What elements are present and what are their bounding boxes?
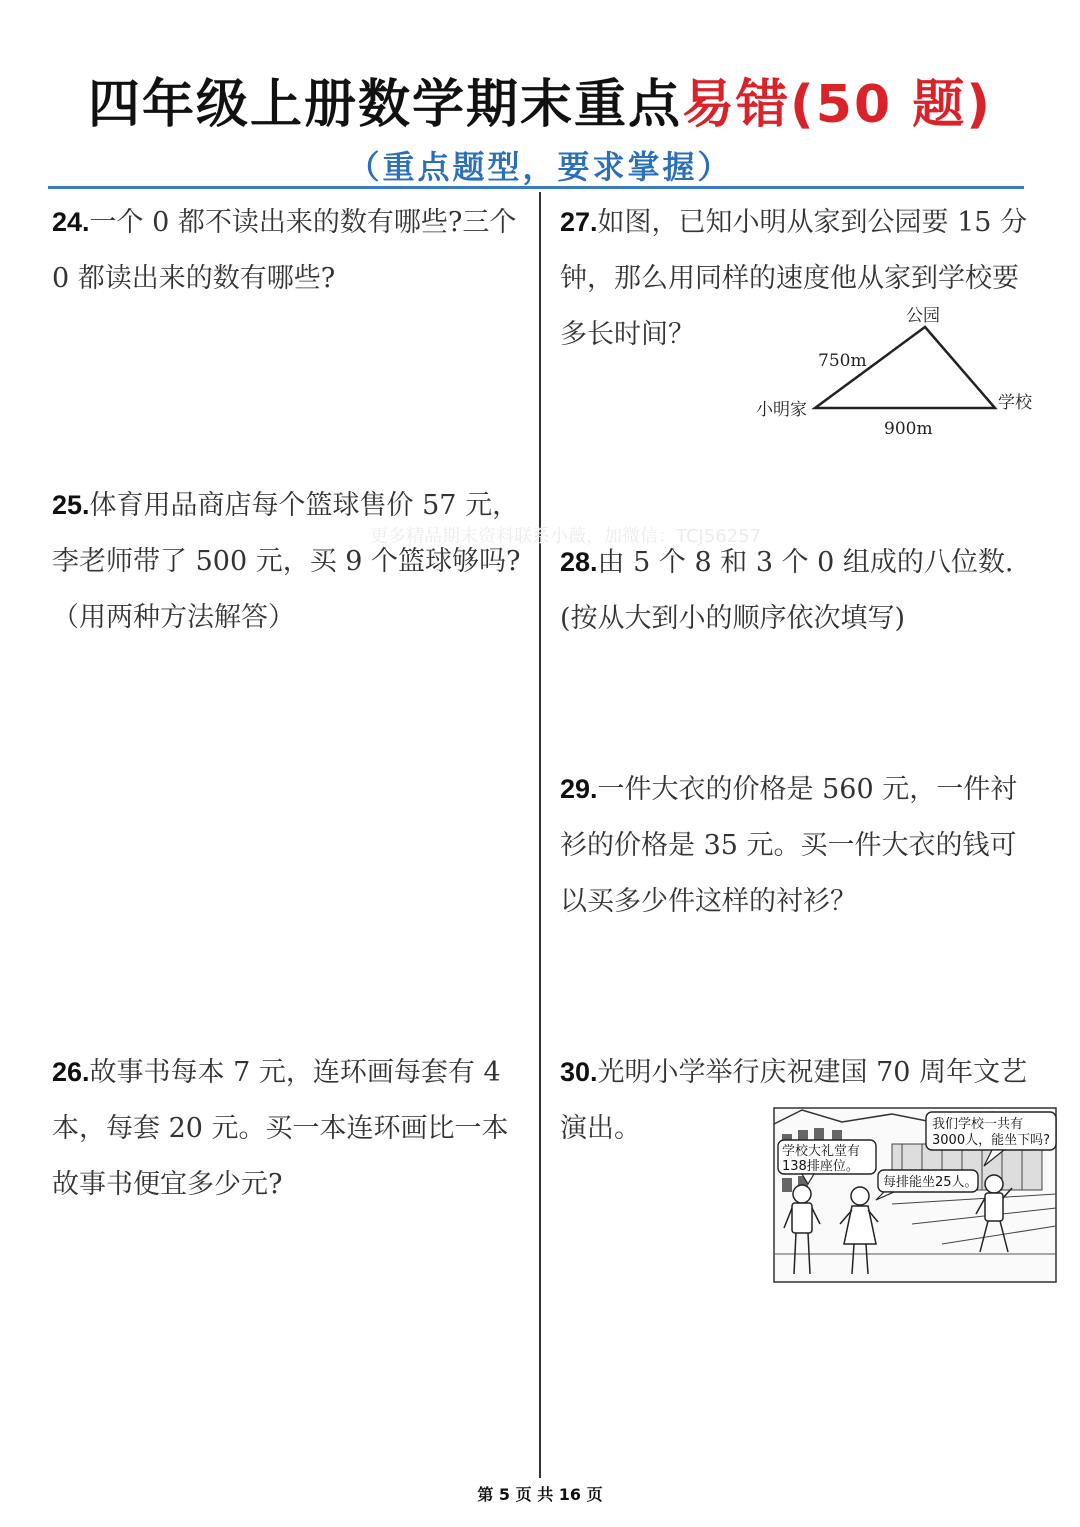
question-text: 一件大衣的价格是 560 元，一件衬衫的价格是 35 元。买一件大衣的钱可以买多少件这样的衬衫？ [560, 774, 1018, 917]
auditorium-illustration [772, 1104, 1062, 1286]
question-26 [52, 1044, 530, 1213]
home-to-park-distance: 750m [818, 351, 867, 371]
question-text: 体育用品商店每个篮球售价 57 元，李老师带了 500 元，买 9 个篮球够吗?（用两种方法解答） [52, 490, 521, 633]
bubble-seats-line2: 138排座位。 [782, 1159, 859, 1174]
question-number: 30. [560, 1057, 598, 1087]
question-text: 光明小学举行庆祝建国 70 周年文艺演出。 [560, 1057, 1028, 1144]
question-number: 25. [52, 490, 90, 520]
question-number: 27. [560, 207, 598, 237]
page-subtitle: （重点题型，要求掌握） [347, 148, 733, 186]
bubble-students-line1: 我们学校一共有 [932, 1117, 1024, 1132]
column-divider [539, 192, 541, 1478]
page-footer: 第 5 页 共 16 页 [477, 1485, 603, 1504]
question-25 [52, 477, 530, 646]
question-24 [52, 194, 530, 307]
question-number: 28. [560, 547, 598, 577]
bubble-students-line2: 3000人，能坐下吗? [932, 1133, 1050, 1148]
title-highlight: 易错(50 题) [682, 75, 992, 135]
question-number: 24. [52, 207, 90, 237]
question-text: 一个 0 都不读出来的数有哪些?三个 0 都读出来的数有哪些? [52, 207, 517, 294]
question-number: 29. [560, 774, 598, 804]
question-text: 故事书每本 7 元，连环画每套有 4 本，每套 20 元。买一本连环画比一本故事书便宜多少元? [52, 1057, 509, 1200]
question-28 [560, 534, 1030, 647]
school-label: 学校 [998, 393, 1032, 413]
question-text: 由 5 个 8 和 3 个 0 组成的八位数.(按从大到小的顺序依次填写) [560, 547, 1014, 634]
page-title [0, 62, 1080, 137]
bubble-per-row-text: 每排能坐25人。 [883, 1175, 978, 1190]
home-label: 小明家 [756, 400, 807, 420]
home-to-school-distance: 900m [884, 419, 933, 439]
watermark: 更多精品期末资料联系小薇，加微信：TCJ56257 [370, 526, 762, 547]
park-label: 公园 [906, 306, 940, 326]
question-text: 如图，已知小明从家到公园要 15 分钟，那么用同样的速度他从家到学校要多长时间？ [560, 207, 1028, 350]
header-rule [48, 186, 1024, 189]
triangle-figure [740, 300, 1050, 450]
question-number: 26. [52, 1057, 90, 1087]
bubble-seats-line1: 学校大礼堂有 [782, 1144, 861, 1159]
title-main: 四年级上册数学期末重点 [87, 75, 682, 135]
question-29 [560, 761, 1030, 930]
